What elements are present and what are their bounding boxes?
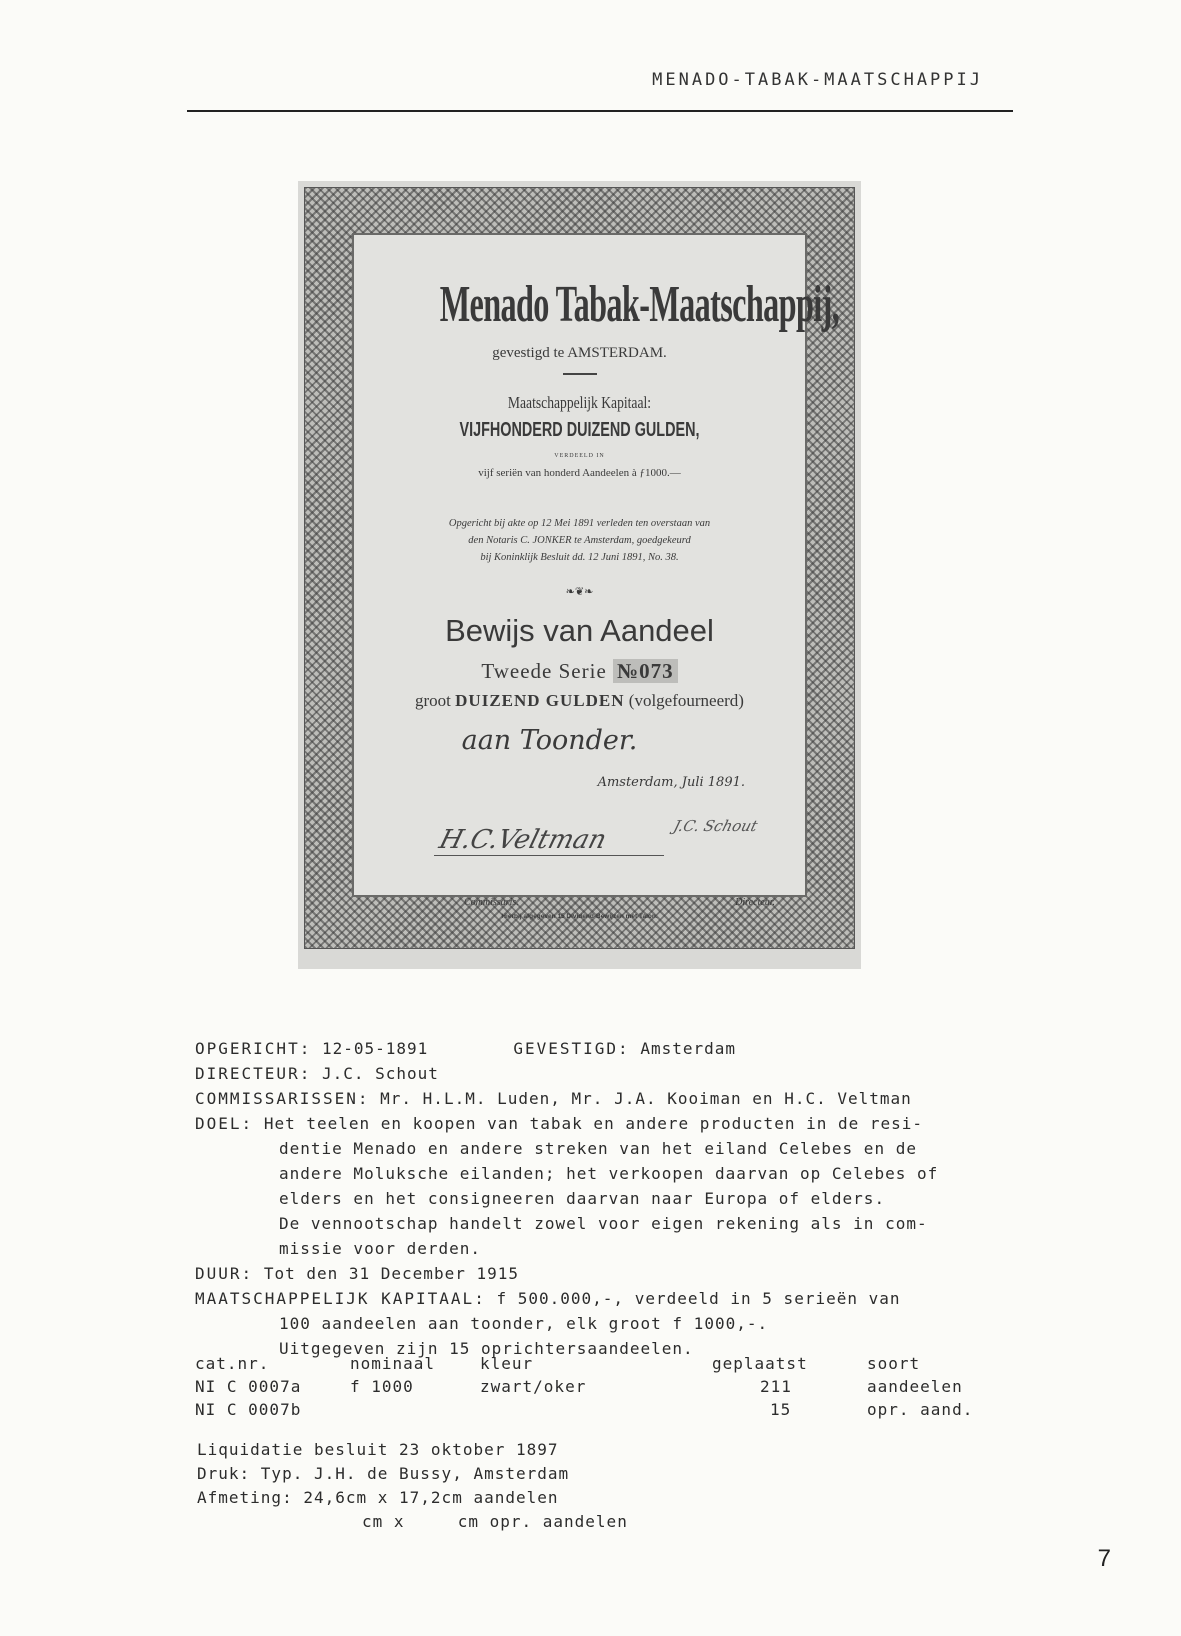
certificate-serie: Tweede Serie №073: [354, 659, 805, 684]
table-row: [195, 1398, 973, 1421]
certificate-series: vijf seriën van honderd Aandeelen à ƒ1000.—: [478, 467, 681, 479]
catalog-header-row: [195, 1352, 973, 1375]
info-kapitaal-line: 100 aandeelen aan toonder, elk groot f 1000,-.: [279, 1314, 769, 1333]
certificate-hierbij: Hierbij afgegeven 15 Dividend-Bewijzen met Talon.: [501, 913, 658, 920]
cell-kleur: [480, 1398, 712, 1421]
certificate-place-date: Amsterdam, Juli 1891.: [597, 775, 745, 790]
info-doel-line: dentie Menado en andere streken van het eiland Celebes en de: [279, 1139, 917, 1158]
role-commissaris: Commissaris.: [464, 897, 519, 908]
divider: [563, 373, 597, 375]
cell-soort: opr. aand.: [867, 1400, 974, 1419]
cell-nominaal: [350, 1398, 480, 1421]
certificate-roles: [464, 897, 775, 908]
header-rule: [187, 110, 1013, 112]
info-doel-row: DOEL: Het teelen en koopen van tabak en andere producten in de resi-: [195, 1114, 924, 1133]
certificate-gevestigd: gevestigd te AMSTERDAM.: [492, 345, 667, 361]
catalog-table: [195, 1352, 973, 1421]
info-opgericht-row: OPGERICHT: 12-05-1891 GEVESTIGD: Amsterdam: [195, 1039, 737, 1058]
cell-nominaal: f 1000: [350, 1377, 414, 1396]
cell-kleur: zwart/oker: [480, 1377, 587, 1396]
signature-directeur: J.C. Schout: [671, 817, 760, 835]
misc-info: [197, 1438, 628, 1534]
certificate-company: Menado Tabak-Maatschappij,: [439, 276, 840, 333]
col-kleur: kleur: [480, 1354, 534, 1373]
info-kapitaal-line: Uitgegeven zijn 15 oprichtersaandeelen.: [279, 1339, 694, 1358]
certificate-groot: groot DUIZEND GULDEN (volgefourneerd): [415, 691, 744, 710]
cell-geplaatst: 211: [760, 1377, 792, 1396]
cell-soort: aandeelen: [867, 1377, 963, 1396]
table-row: [195, 1375, 973, 1398]
signature-line: [434, 855, 664, 856]
certificate-image: [298, 181, 861, 969]
role-directeur: Directeur.: [735, 897, 775, 908]
col-soort: soort: [867, 1354, 921, 1373]
druk-line: Druk: Typ. J.H. de Bussy, Amsterdam: [197, 1464, 570, 1483]
info-kapitaal-row: MAATSCHAPPELIJK KAPITAAL: f 500.000,-, verdeeld in 5 serieën van: [195, 1289, 901, 1308]
info-commissarissen-row: COMMISSARISSEN: Mr. H.L.M. Luden, Mr. J.A. Kooiman en H.C. Veltman: [195, 1089, 912, 1108]
info-doel-line: De vennootschap handelt zowel voor eigen rekening als in com-: [279, 1214, 928, 1233]
signature-commissaris: H.C.Veltman: [435, 825, 610, 855]
cell-geplaatst: 15: [770, 1400, 792, 1419]
col-nominaal: nominaal: [350, 1354, 436, 1373]
info-doel-line: missie voor derden.: [279, 1239, 482, 1258]
company-info: [195, 1036, 938, 1361]
afmeting-line: Afmeting: 24,6cm x 17,2cm aandelen: [197, 1488, 559, 1507]
col-geplaatst: geplaatst: [712, 1354, 808, 1373]
certificate-kapitaal-amount: VIJFHONDERD DUIZEND GULDEN,: [459, 419, 700, 441]
liquidatie-line: Liquidatie besluit 23 oktober 1897: [197, 1440, 559, 1459]
col-catnr: cat.nr.: [195, 1354, 270, 1373]
info-duur-row: DUUR: Tot den 31 December 1915: [195, 1264, 519, 1283]
cell-catnr: NI C 0007a: [195, 1377, 302, 1396]
certificate-opgericht: Opgericht bij akte op 12 Mei 1891 verleden ten overstaan van den Notaris C. JONKER te Amsterdam, goedgekeurd bij Koninklijk Besluit dd. 12 Juni 1891, No. 38.: [448, 518, 711, 563]
page-number: 7: [1097, 1545, 1111, 1572]
serie-number: №073: [613, 659, 678, 683]
info-directeur-row: DIRECTEUR: J.C. Schout: [195, 1064, 439, 1083]
info-doel-line: elders en het consigneeren daarvan naar Europa of elders.: [279, 1189, 886, 1208]
certificate-body: [352, 233, 840, 920]
ornament-icon: ❧❦❧: [565, 586, 594, 598]
cell-catnr: NI C 0007b: [195, 1400, 302, 1419]
certificate-toonder: aan Toonder.: [461, 725, 638, 756]
header-title: MENADO-TABAK-MAATSCHAPPIJ: [652, 70, 983, 90]
info-doel-line: andere Moluksche eilanden; het verkoopen daarvan op Celebes of: [279, 1164, 939, 1183]
afmeting-line-2: cm x cm opr. aandelen: [362, 1512, 628, 1531]
certificate-verdeeld: VERDEELD IN: [554, 453, 605, 459]
certificate-kapitaal-label: Maatschappelijk Kapitaal:: [507, 393, 652, 412]
certificate-bewijs: Bewijs van Aandeel: [445, 613, 714, 648]
